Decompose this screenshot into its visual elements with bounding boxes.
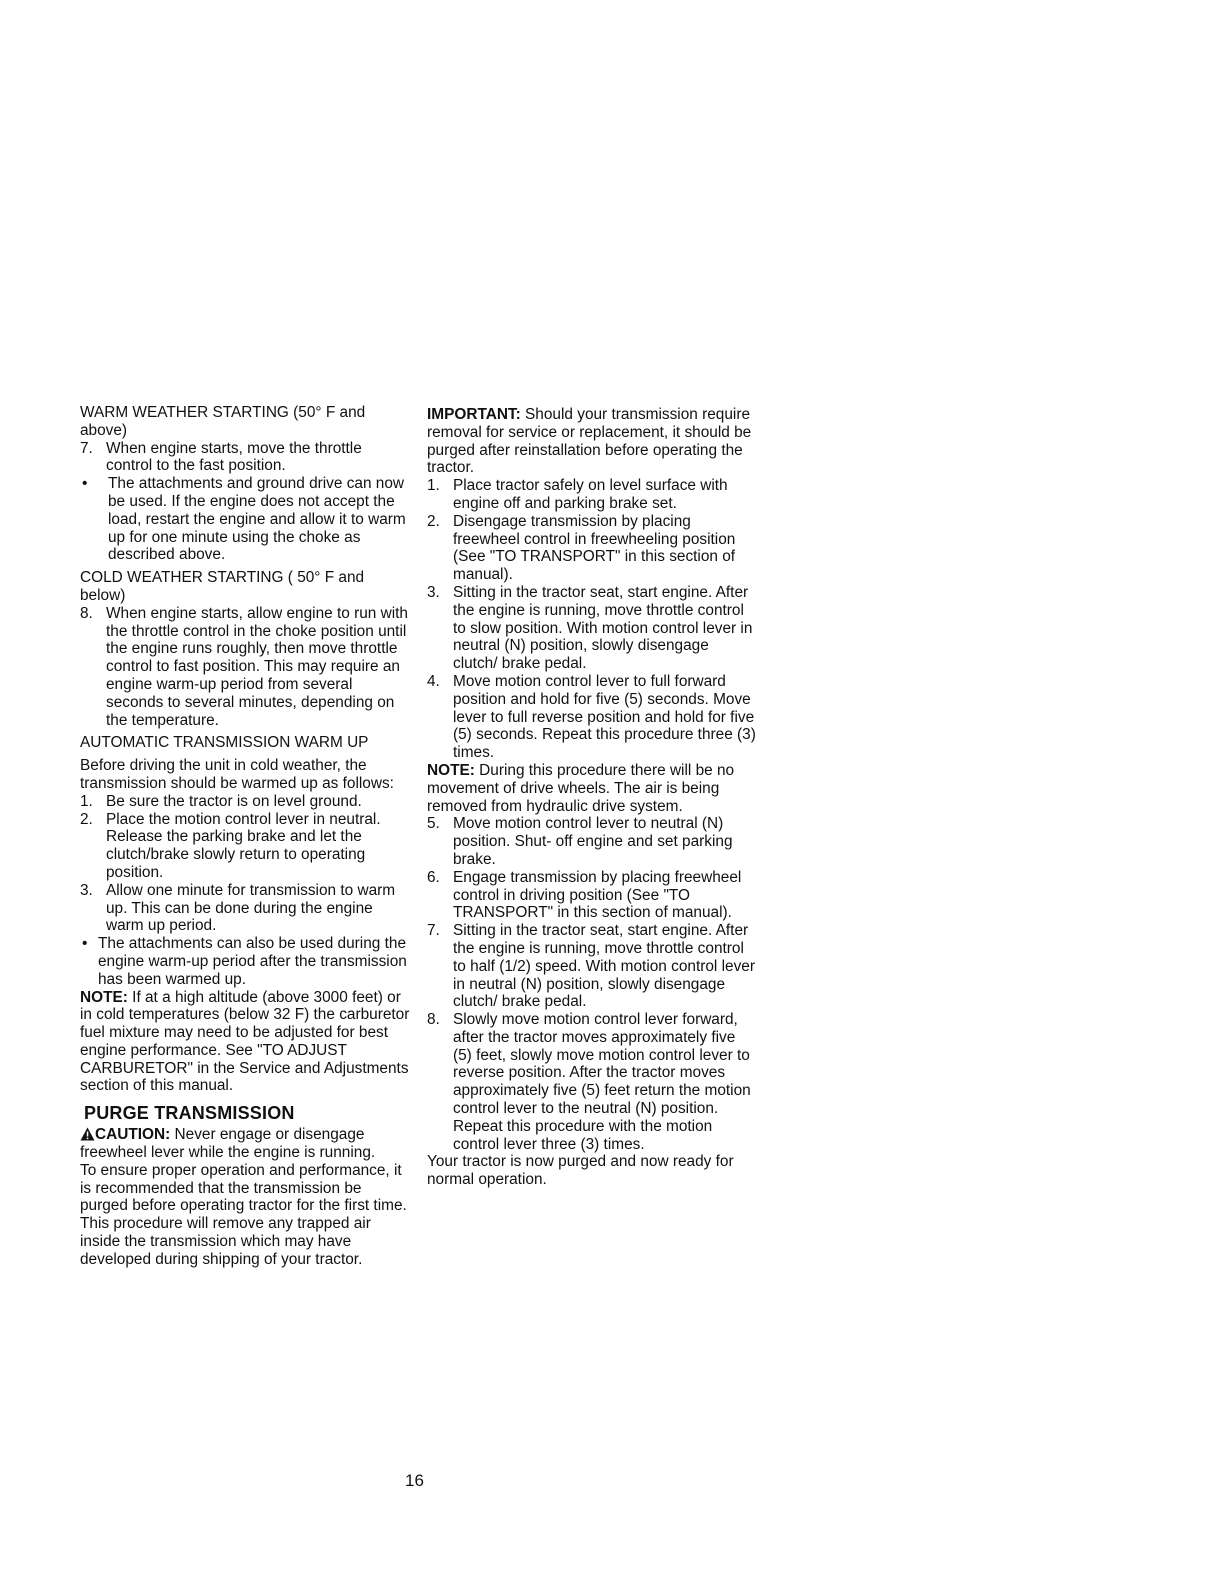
item-text: Disengage transmission by placing freewheel control in freewheeling position (See "TO TRANSPORT" in this section of manual). (453, 512, 736, 584)
purge-paragraph: To ensure proper operation and performance, it is recommended that the transmission be purged before operating tractor for the first time. This procedure will remove any trapped air inside the transmission which may have developed during shipping of your tractor. (80, 1161, 407, 1268)
bullet-icon: • (82, 935, 88, 953)
right-column (427, 406, 757, 1189)
item-text: Place tractor safely on level surface with engine off and parking brake set. (453, 477, 728, 512)
list-item (427, 1011, 757, 1153)
note-label: NOTE: (427, 761, 475, 779)
list-item (80, 811, 410, 882)
item-number: 1. (427, 477, 440, 495)
page-number: 16 (405, 1471, 424, 1490)
note-paragraph (427, 762, 757, 815)
item-text: Slowly move motion control lever forward, after the tractor moves approximately five (5) feet, slowly move motion control lever to reverse position. After the tractor moves approximately five (5) feet return the motion control lever to the neutral (N) position. Repeat this procedure with the motion control lever three (3) times. (453, 1011, 751, 1153)
auto-intro: Before driving the unit in cold weather, the transmission should be warmed up as follows: (80, 757, 394, 792)
item-number: 5. (427, 815, 440, 833)
item-text: Allow one minute for transmission to warm up. This can be done during the engine warm up period. (106, 881, 396, 935)
note-paragraph (80, 989, 410, 1096)
list-item (80, 793, 410, 811)
bullet-item (80, 475, 410, 564)
item-number: 6. (427, 868, 440, 886)
auto-transmission-heading: AUTOMATIC TRANSMISSION WARM UP (80, 734, 369, 752)
list-item (80, 440, 410, 476)
item-text: Be sure the tractor is on level ground. (106, 792, 362, 810)
item-number: 3. (80, 881, 93, 899)
purge-transmission-heading: PURGE TRANSMISSION (84, 1103, 295, 1124)
list-item (427, 815, 757, 868)
list-item (427, 477, 757, 513)
item-number: 2. (80, 810, 93, 828)
item-number: 1. (80, 792, 93, 810)
list-item (427, 513, 757, 584)
item-number: 7. (427, 922, 440, 940)
item-text: When engine starts, move the throttle control to the fast position. (106, 439, 362, 475)
item-text: Place the motion control lever in neutral. Release the parking brake and let the clutch/brake slowly return to operating position. (106, 810, 381, 881)
item-text: Move motion control lever to neutral (N) position. Shut- off engine and set parking brake. (453, 815, 733, 868)
caution-paragraph (80, 1126, 410, 1162)
list-item (80, 882, 410, 935)
warning-triangle-icon (80, 1127, 95, 1141)
bullet-item (80, 935, 410, 988)
bullet-icon: • (82, 475, 88, 493)
note-text: If at a high altitude (above 3000 feet) or in cold temperatures (below 32 F) the carburetor fuel mixture may need to be adjusted for best engine performance. See "TO ADJUST CARBURETOR" in the Service and Adjustments section of this manual. (80, 988, 410, 1095)
bullet-text: The attachments can also be used during the engine warm-up period after the transmission has been warmed up. (98, 935, 407, 988)
item-number: 2. (427, 512, 440, 530)
note-label: NOTE: (80, 988, 128, 1006)
item-number: 8. (427, 1011, 440, 1029)
note-text: During this procedure there will be no movement of drive wheels. The air is being removed from hydraulic drive system. (427, 761, 735, 815)
item-text: Sitting in the tractor seat, start engine. After the engine is running, move throttle control to half (1/2) speed. With motion control lever in neutral (N) position, slowly disengage clutch/ brake pedal. (453, 922, 755, 1011)
bullet-text: The attachments and ground drive can now be used. If the engine does not accept the load, restart the engine and allow it to warm up for one minute using the choke as described above. (108, 475, 406, 564)
item-text: Move motion control lever to full forward position and hold for five (5) seconds. Move lever to full reverse position and hold for five (5) seconds. Repeat this procedure three (3) times. (453, 672, 756, 762)
item-number: 8. (80, 604, 93, 622)
item-number: 4. (427, 672, 440, 690)
important-paragraph (427, 406, 757, 477)
item-number: 3. (427, 583, 440, 601)
warm-weather-heading: WARM WEATHER STARTING (50° F and above) (80, 404, 366, 439)
list-item (427, 869, 757, 922)
item-number: 7. (80, 439, 93, 457)
caution-text: Never engage or disengage freewheel lever while the engine is running. (80, 1126, 376, 1162)
list-item (427, 673, 757, 762)
list-item (427, 922, 757, 1011)
cold-weather-heading: COLD WEATHER STARTING ( 50° F and below) (80, 569, 365, 604)
closing-paragraph: Your tractor is now purged and now ready for normal operation. (427, 1153, 734, 1189)
item-text: When engine starts, allow engine to run with the throttle control in the choke position until the engine runs roughly, then move throttle control to fast position. This may require an engine warm-up period from several seconds to several minutes, depending on the temperature. (106, 604, 408, 729)
list-item (427, 584, 757, 673)
important-label: IMPORTANT: (427, 406, 521, 423)
item-text: Sitting in the tractor seat, start engine. After the engine is running, move throttle control to slow position. With motion control lever in neutral (N) position, slowly disengage clutch/ brake pedal. (453, 583, 753, 673)
left-column (80, 404, 410, 1269)
list-item (80, 605, 410, 730)
important-text: Should your transmission require removal for service or replacement, it should be purged after reinstallation before operating the tractor. (427, 406, 752, 477)
item-text: Engage transmission by placing freewheel control in driving position (See "TO TRANSPORT" in this section of manual). (453, 868, 742, 922)
caution-label: CAUTION: (95, 1126, 171, 1144)
